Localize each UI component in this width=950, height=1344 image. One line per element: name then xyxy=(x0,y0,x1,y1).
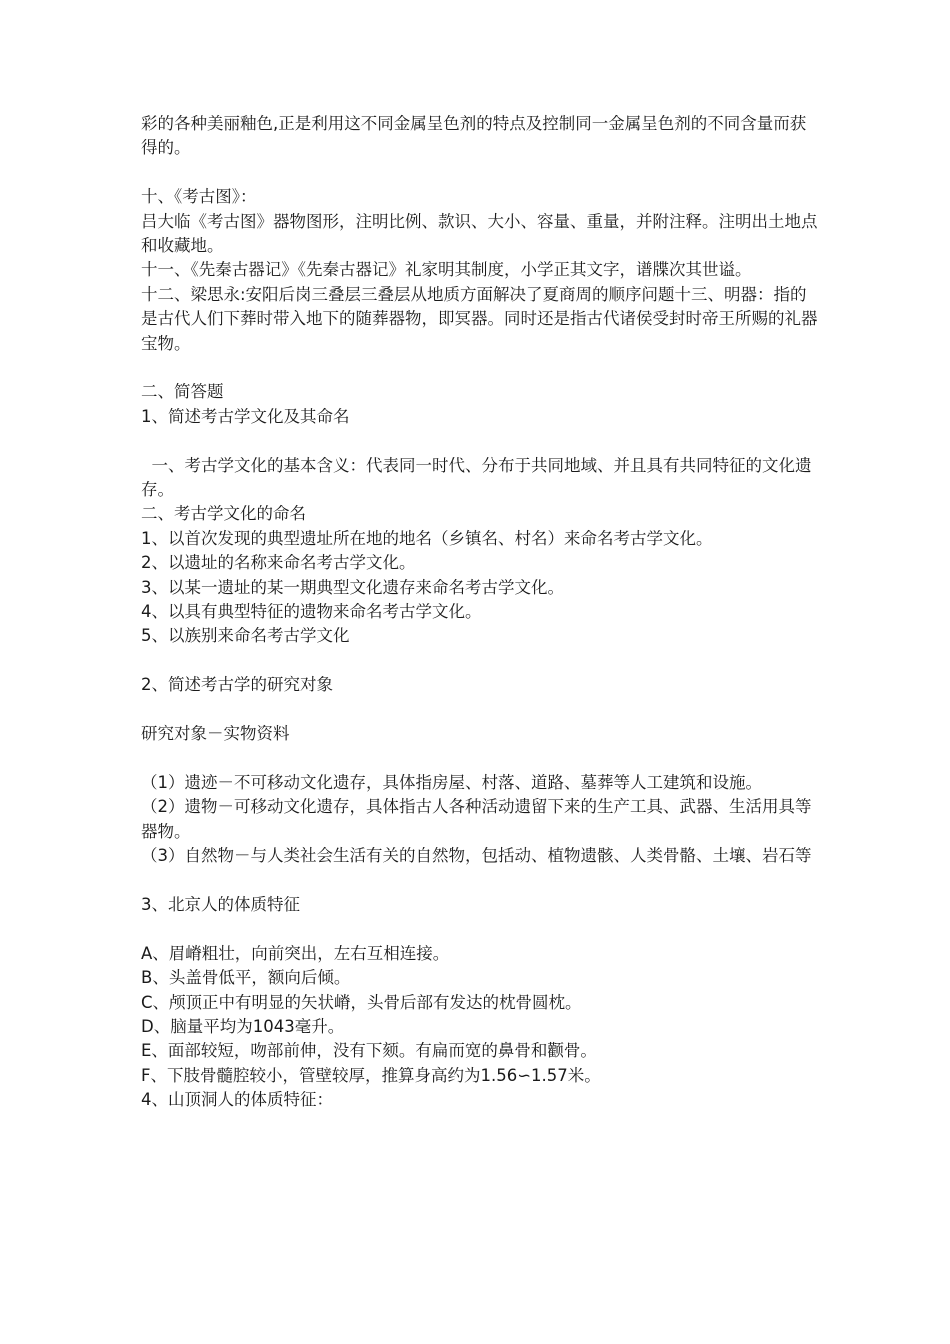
blank-line xyxy=(141,746,821,770)
blank-line xyxy=(141,356,821,380)
feature-item-e: E、面部较短，吻部前伸，没有下颏。有扁而宽的鼻骨和颧骨。 xyxy=(141,1041,597,1061)
blank-line xyxy=(141,698,821,722)
naming-item-1: 1、以首次发现的典型遗址所在地的地名（乡镇名、村名）来命名考古学文化。 xyxy=(141,528,713,548)
culture-naming-heading: 二、考古学文化的命名 xyxy=(141,504,306,524)
paragraph-xianqin: 十一、《先秦古器记》《先秦古器记》礼家明其制度，小学正其文字，谱牒次其世谥。 xyxy=(141,260,752,280)
paragraph-glaze-colors: 彩的各种美丽釉色,正是利用这不同金属呈色剂的特点及控制同一金属呈色剂的不同含量而获得的。 xyxy=(141,114,807,158)
document-body xyxy=(141,112,821,1113)
feature-item-d: D、脑量平均为1043毫升。 xyxy=(141,1016,345,1036)
question-2-title: 2、简述考古学的研究对象 xyxy=(141,675,333,695)
blank-line xyxy=(141,161,821,185)
question-4-title: 4、山顶洞人的体质特征： xyxy=(141,1090,333,1110)
research-object-item-2: （2）遗物－可移动文化遗存，具体指古人各种活动遗留下来的生产工具、武器、生活用具等器物。 xyxy=(141,797,812,841)
research-object-item-3: （3）自然物－与人类社会生活有关的自然物，包括动、植物遗骸、人类骨骼、土壤、岩石等 xyxy=(141,846,812,866)
heading-kaogutu: 十、《考古图》： xyxy=(141,187,257,207)
research-object-heading: 研究对象－实物资料 xyxy=(141,724,290,744)
research-object-item-1: （1）遗迹－不可移动文化遗存，具体指房屋、村落、道路、墓葬等人工建筑和设施。 xyxy=(141,772,762,792)
section-heading-short-answer: 二、简答题 xyxy=(141,382,224,402)
feature-item-b: B、头盖骨低平，额向后倾。 xyxy=(141,968,351,988)
naming-item-3: 3、以某一遗址的某一期典型文化遗存来命名考古学文化。 xyxy=(141,577,564,597)
naming-item-4: 4、以具有典型特征的遗物来命名考古学文化。 xyxy=(141,602,482,622)
paragraph-liang-siyong: 十二、梁思永:安阳后岗三叠层三叠层从地质方面解决了夏商周的顺序问题十三、明器：指的是古代人们下葬时带入地下的随葬器物，即冥器。同时还是指古代诸侯受封时帝王所赐的礼器宝物。 xyxy=(141,284,818,353)
feature-item-c: C、颅顶正中有明显的矢状嵴，头骨后部有发达的枕骨圆枕。 xyxy=(141,992,582,1012)
naming-item-2: 2、以遗址的名称来命名考古学文化。 xyxy=(141,553,416,573)
feature-item-f: F、下肢骨髓腔较小，管壁较厚，推算身高约为1.56∽1.57米。 xyxy=(141,1065,601,1085)
feature-item-a: A、眉嵴粗壮，向前突出，左右互相连接。 xyxy=(141,943,450,963)
blank-line xyxy=(141,869,821,893)
question-1-title: 1、简述考古学文化及其命名 xyxy=(141,406,350,426)
paragraph-kaogutu: 吕大临《考古图》器物图形，注明比例、款识、大小、容量、重量，并附注释。注明出土地点和收藏地。 xyxy=(141,211,818,256)
blank-line xyxy=(141,429,821,453)
question-3-title: 3、北京人的体质特征 xyxy=(141,894,300,914)
naming-item-5: 5、以族别来命名考古学文化 xyxy=(141,626,350,646)
blank-line xyxy=(141,917,821,941)
blank-line xyxy=(141,649,821,673)
culture-definition: 一、考古学文化的基本含义：代表同一时代、分布于共同地域、并且具有共同特征的文化遗存。 xyxy=(141,455,812,500)
